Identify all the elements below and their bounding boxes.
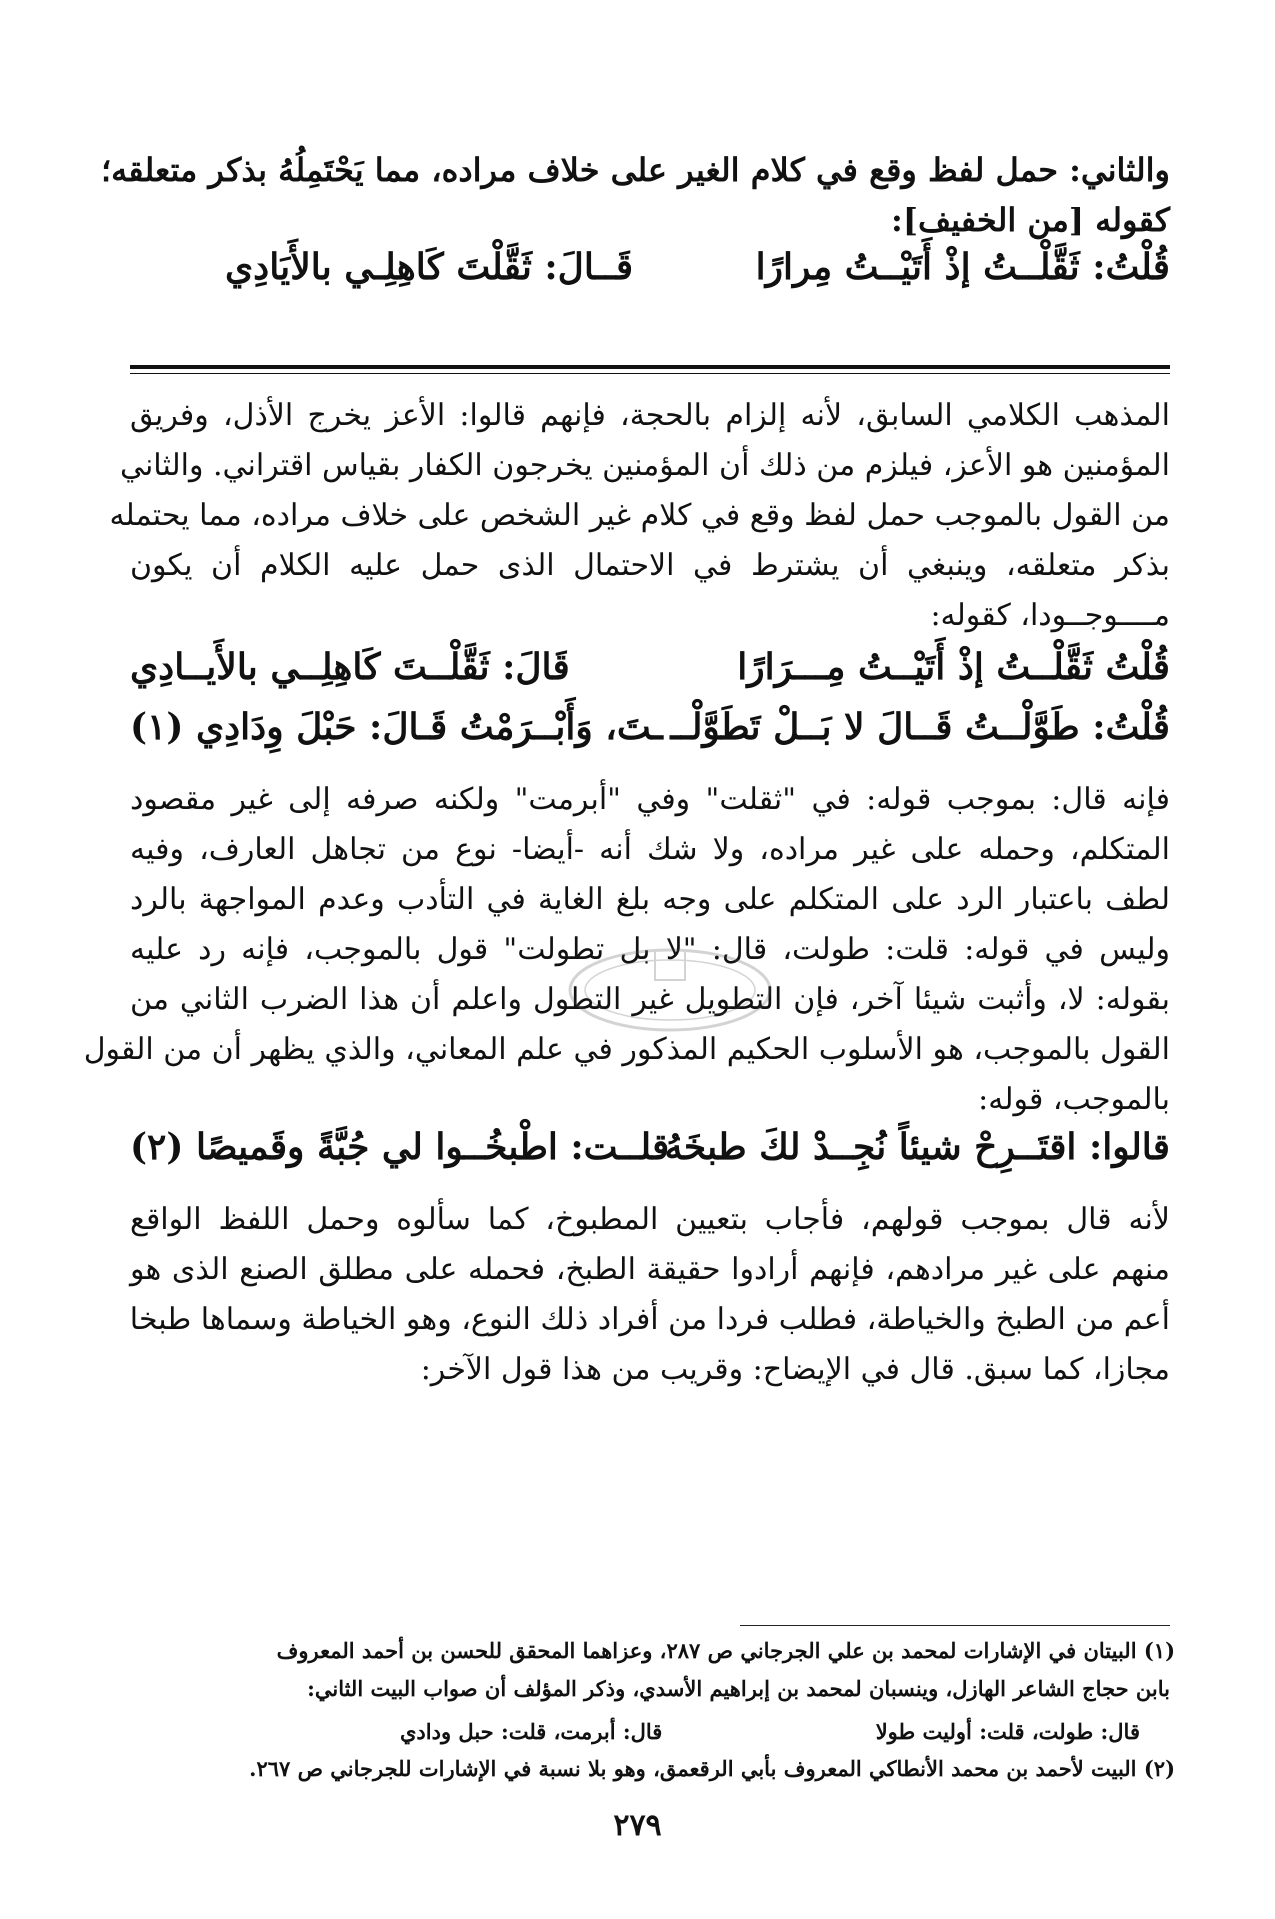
commentary-line: من القول بالموجب حمل لفظ وقع في كلام غير الشخص على خلاف مراده، مما يحتمله xyxy=(109,498,1170,533)
page-number: ٢٧٩ xyxy=(613,1808,662,1843)
verse-1 xyxy=(130,646,1170,702)
commentary-line: المتكلم، وحمله على غير مراده، ولا شك أنه -أيضا- نوع من تجاهل العارف، وفيه xyxy=(130,832,1170,867)
verse-2 xyxy=(130,706,1170,762)
commentary-line: مــــوجــودا، كقوله: xyxy=(930,598,1170,633)
footnote-divider xyxy=(740,1625,1170,1626)
library-stamp-icon xyxy=(560,935,780,1045)
commentary-line: بذكر متعلقه، وينبغي أن يشترط في الاحتمال الذى حمل عليه الكلام أن يكون xyxy=(130,548,1170,583)
commentary-line: المذهب الكلامي السابق، لأنه إلزام بالحجة، فإنهم قالوا: الأعز يخرج الأذل، وفريق xyxy=(130,398,1170,433)
commentary-line: أعم من الطبخ والخياطة، فطلب فردا من أفراد ذلك النوع، وهو الخياطة وسماها طبخا xyxy=(129,1302,1170,1337)
footnote-1-verse-b: قال: أبرمت، قلت: حبل ودادي xyxy=(400,1719,663,1744)
commentary-line: لأنه قال بموجب قولهم، فأجاب بتعيين المطبوخ، كما سألوه وحمل اللفظ الواقع xyxy=(130,1202,1170,1237)
main-verse xyxy=(130,246,1170,302)
main-text-line-1: والثاني: حمل لفظ وقع في كلام الغير على خلاف مراده، مما يَحْتَمِلُهُ بذكر متعلقه؛ xyxy=(100,151,1170,189)
verse-2-hemistich-1: قُلْتُ: طَوَّلْــتُ قَــالَ لا بَــلْ تَطَوَّلْــ xyxy=(670,706,1170,748)
footnote-1-line-2: بابن حجاج الشاعر الهازل، وينسبان لمحمد بن إبراهيم الأسدي، وذكر المؤلف أن صواب البيت الثاني: xyxy=(307,1676,1170,1701)
main-text-line-2: كقوله [من الخفيف]: xyxy=(891,201,1170,239)
commentary-line: لطف باعتبار الرد على المتكلم على وجه بلغ الغاية في التأدب وعدم المواجهة بالرد xyxy=(130,882,1170,917)
commentary-line: وليس في قوله: قلت: طولت، قال: "لا بل تطولت" قول بالموجب، فإنه رد عليه xyxy=(130,932,1170,967)
footnote-1-line-1: (١) البيتان في الإشارات لمحمد بن علي الجرجاني ص ٢٨٧، وعزاهما المحقق للحسن بن أحمد المعروف xyxy=(276,1638,1175,1663)
commentary-line: مجازا، كما سبق. قال في الإيضاح: وقريب من هذا قول الآخر: xyxy=(420,1352,1170,1387)
commentary-line: القول بالموجب، هو الأسلوب الحكيم المذكور في علم المعاني، والذي يظهر أن من القول xyxy=(83,1032,1170,1067)
commentary-line: بقوله: لا، وأثبت شيئا آخر، فإن التطويل غير التطول واعلم أن هذا الضرب الثاني من xyxy=(130,982,1170,1017)
commentary-line: منهم على غير مرادهم، فإنهم أرادوا حقيقة الطبخ، فحمله على مطلق الصنع الذى هو xyxy=(130,1252,1170,1287)
verse-3-hemistich-2: قلــت: اطْبخُــوا لي جُبَّةً وقَميصًا (٢) xyxy=(130,1126,670,1168)
commentary-line: بالموجب، قوله: xyxy=(978,1082,1170,1117)
verse-1-hemistich-2: قَالَ: ثَقَّلْــتَ كَاهِلِــي بالأَيــادِي xyxy=(130,646,570,688)
footnote-1-verse-a: قال: طولت، قلت: أوليت طولا xyxy=(875,1719,1140,1744)
commentary-line: المؤمنين هو الأعز، فيلزم من ذلك أن المؤمنين يخرجون الكفار بقياس اقتراني. والثاني xyxy=(119,448,1170,483)
verse-3 xyxy=(130,1126,1170,1182)
footnote-2: (٢) البيت لأحمد بن محمد الأنطاكي المعروف بأبي الرقعمق، وهو بلا نسبة في الإشارات للجرجاني ص ٢٦٧. xyxy=(249,1756,1175,1781)
verse-1-hemistich-1: قُلْتُ ثَقَّلْــتُ إذْ أَتَيْــتُ مِـــرَارًا xyxy=(737,646,1170,688)
verse-2-hemistich-2: ـتَ، وَأَبْــرَمْتُ قَـالَ: حَبْلَ وِدَادِي (١) xyxy=(130,706,663,748)
verse-3-hemistich-1: قالوا: اقتَــرِحْ شيئاً نُجِــدْ لكَ طبخَهُ xyxy=(664,1126,1170,1168)
section-divider-thin xyxy=(130,373,1170,374)
section-divider-thick xyxy=(130,365,1170,369)
main-verse-hemistich-1: قُلْتُ: ثَقَّلْــتُ إذْ أَتَيْــتُ مِرارًا xyxy=(755,246,1170,288)
main-verse-hemistich-2: قَــالَ: ثَقَّلْتَ كَاهِلِـي بالأَيَادِي xyxy=(225,246,634,288)
commentary-line: فإنه قال: بموجب قوله: في "ثقلت" وفي "أبرمت" ولكنه صرفه إلى غير مقصود xyxy=(130,782,1170,817)
